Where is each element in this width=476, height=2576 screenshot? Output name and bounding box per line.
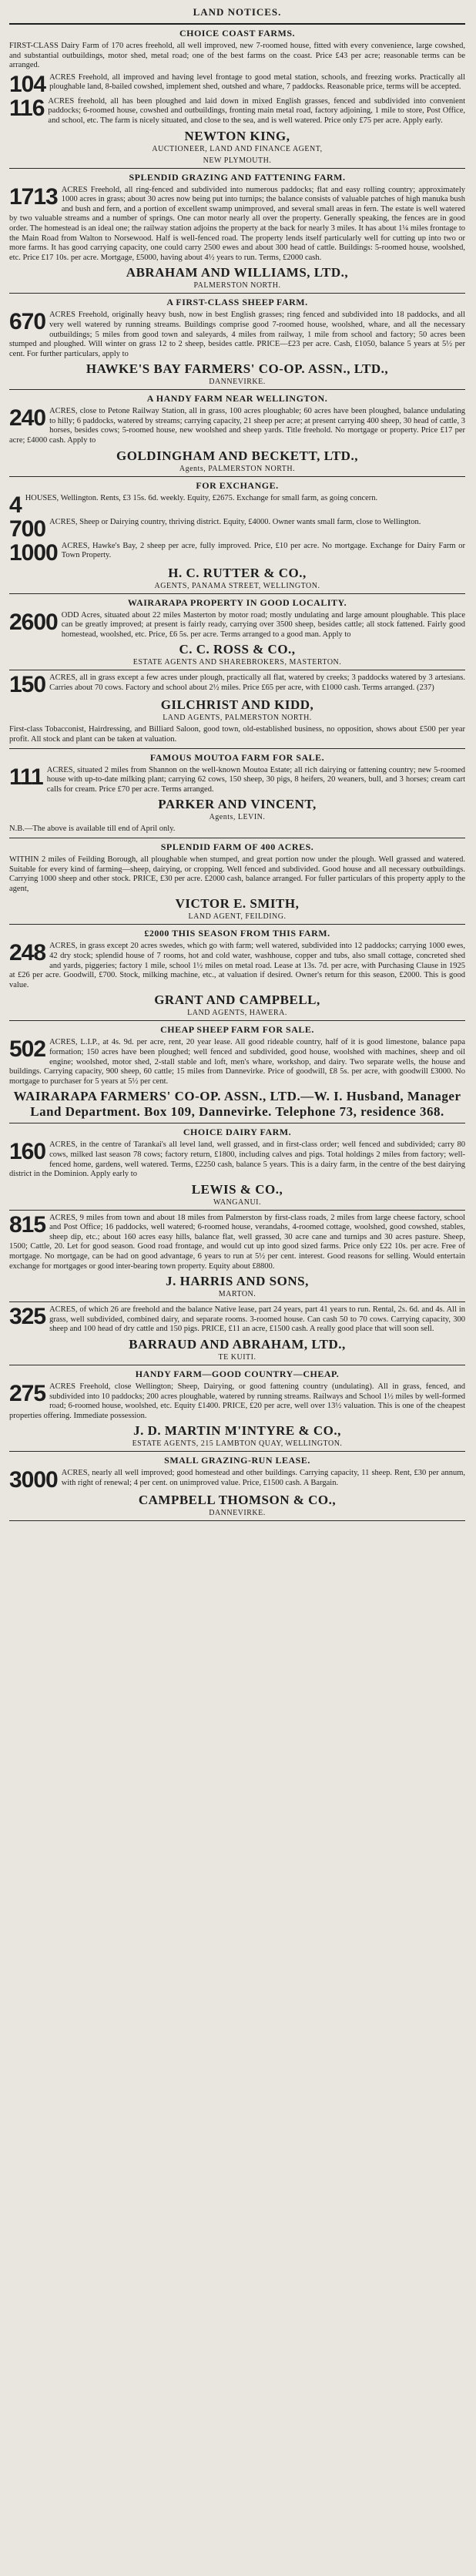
ad-section [9, 928, 465, 1021]
acreage-figure: 325 [9, 1304, 46, 1330]
agent-address: MARTON. [218, 1290, 256, 1299]
ad-text: ACRES, situated 2 miles from Shannon on the well-known Moutoa Estate; all rich dairying or fattening country; new 5-roomed house with up-to-date milking plant; carrying 62 cows, 150 sheep, 30 pigs, 8 heifers, 20 weaners, bull, and 3 horses; cream cart calls for cream. Price £70 per acre. Terms arranged. [46, 765, 465, 794]
section-rule [9, 293, 465, 294]
ad-item [9, 766, 465, 795]
ad-text: ODD Acres, situated about 22 miles Masterton by motor road; mostly undulating and large amount ploughable. This place can be greatly improved; at present is fairly ready, carrying over 3500 sheep, besides cattle; all stock fattened. Fairly good homestead, woolshed, etc. Price, £6 5s. per acre. Terms arranged to a good man. Apply to [61, 610, 465, 639]
ad-item [9, 1467, 465, 1493]
agent-address: LAND AGENT, FEILDING. [188, 912, 287, 922]
agent-name: GOLDINGHAM AND BECKETT, LTD., [116, 448, 358, 463]
section-heading: HANDY FARM—GOOD COUNTRY—CHEAP. [135, 1369, 340, 1380]
agent-name: GRANT AND CAMPBELL, [154, 992, 320, 1008]
ad-item [9, 611, 465, 640]
acreage-figure: 111 [9, 764, 43, 790]
ad-section [9, 393, 465, 476]
section-heading: SMALL GRAZING-RUN LEASE. [164, 1455, 310, 1466]
masthead: LAND NOTICES. [193, 6, 282, 18]
acreage-figure: 502 [9, 1036, 46, 1063]
agent-name: LEWIS & CO., [191, 1181, 283, 1197]
acreage-figure: 815 [9, 1211, 46, 1238]
section-rule [9, 389, 465, 390]
ad-text: ACRES, of which 26 are freehold and the balance Native lease, part 24 years, part 41 years to run. Rental, 2s. 6d. and 4s. All in grass, well subdivided, combined dairy, and separate rooms. 3-roomed house. Can cash 50 to 70 cows. Carrying capacity, 300 sheep and 100 head of dry cattle and 150 pigs. PRICE, £11 an acre, £1500 cash. A really good place that will soon sell. [49, 1305, 465, 1334]
section-heading: CHOICE COAST FARMS. [179, 28, 296, 39]
ad-item [9, 1305, 465, 1335]
ad-item [9, 407, 465, 445]
acreage-figure: 275 [9, 1381, 46, 1407]
ad-text: ACRES, L.I.P., at 4s. 9d. per acre, rent, 20 year lease. All good rideable country, half of it is good limestone, balance papa formation; 150 acres have been ploughed; well fenced and subdivided, good house, woolshed with machines, sheep and oil engine; woolshed, motor shed, 2-stall stable and loft, men's whare, workshop, and dairy. Two separate wells, the house and buildings. Carrying capacity, 900 sheep, 60 cattle; 15 miles from Dannevirke. Price of goodwill, £8 5s. per acre, with goodwill £3000. No mortgage to purchaser for 5 years at 5½ per cent. [9, 1038, 465, 1086]
section-rule [9, 924, 465, 925]
ad-item [9, 1140, 465, 1179]
section-heading: FAMOUS MOUTOA FARM FOR SALE. [149, 751, 325, 763]
acreage-figure: 4 [9, 492, 22, 518]
agent-name: PARKER AND VINCENT, [158, 797, 317, 812]
acreage-figure: 670 [9, 309, 46, 335]
ad-item [9, 1382, 465, 1421]
ad-item [9, 1038, 465, 1086]
ad-section [9, 673, 465, 748]
acreage-figure: 2600 [9, 609, 58, 635]
ad-text: ACRES, 9 miles from town and about 18 miles from Palmerston by first-class roads, 2 miles from large cheese factory, school and Post Office; 16 paddocks, well watered; 6-roomed house, verandahs, 4-roomed cottage, woolshed, good cowshed, stables, sheep dip, etc.; about 160 acres easy hills, balance flat, well grassed, 30 acre cane and turnips and 30 acres pasture. Sheep, 1500; Cattle, 20. Let for good season. Good road frontage, and would cut up into good sized farms. Price only £22 10s. per acre. Free of mortgage. No mortgage, can be had on good advantage, 6 years to run at 5½ per cent. interest. Good reasons for selling. Would entertain exchange for mortgages or good inter-bearing town property. Equity about £8800. [9, 1213, 465, 1271]
acreage-figure: 248 [9, 940, 46, 966]
section-rule [9, 1451, 465, 1452]
ad-section [9, 1369, 465, 1452]
ad-text: ACRES Freehold, close Wellington; Sheep, Dairying, or good fattening country (undulating). All in grass, fenced, and subdivided into 10 paddocks; 200 acres ploughable, watered by running streams. Railways and School 1½ miles by well-formed road; 6-roomed house, woolshed, etc. Equity £1400. PRICE, £20 per acre, well over 13½ valuation. This is one of the cheapest properties offering. Immediate possession. [9, 1382, 465, 1420]
ad-text: ACRES Freehold, all ring-fenced and subdivided into numerous paddocks; flat and easy rolling country; approximately 1000 acres in grass; about 30 acres now being put into turnips; the balance consists of valuable patches of high manuka bush and bush and fern, and a portion of excellent swamp unimproved, and several small areas in fern. The estate is well watered by two valuable streams and a number of springs. One can motor nearly all over the property. Generally speaking, the fences are in good order. The homestead is an ideal one; the railway station adjoins the property at the back for nearly 3 miles. It has about 1¼ miles frontage to the Main Road from Walton to Norsewood. Half is well-fenced road. The property lends itself particularly well for cutting up into two or more farms. It has good carrying capacity, one could carry 2500 ewes and about 300 head of cattle. Buildings: 5-roomed house, woolshed, etc. Price £17 10s. per acre. Mortgage, £5000, having about 4½ years to run. Terms, £2000 cash. [9, 185, 466, 262]
section-heading: A HANDY FARM NEAR WELLINGTON. [146, 393, 328, 405]
acreage-figure: 160 [9, 1139, 46, 1165]
ad-section [9, 1211, 465, 1303]
ad-item [9, 73, 465, 95]
section-heading: £2000 THIS SEASON FROM THIS FARM. [144, 928, 330, 939]
agent-name: ABRAHAM AND WILLIAMS, LTD., [126, 265, 349, 280]
agent-address: DANNEVIRKE. [209, 378, 266, 387]
agent-name: CAMPBELL THOMSON & CO., [138, 1493, 337, 1508]
ad-section [9, 480, 465, 594]
ad-item [9, 183, 466, 264]
ad-section [9, 297, 465, 390]
agent-address: ESTATE AGENTS AND SHAREBROKERS, MASTERTON. [132, 658, 342, 667]
section-rule [9, 1020, 465, 1021]
agent-name: J. HARRIS AND SONS, [166, 1274, 309, 1289]
ad-text: ACRES, nearly all well improved; good homestead and other buildings. Carrying capacity, 11 sheep. Rent, £30 per annum, with right of renewal; 4 per cent. on unimproved value. Price, £1500 cash. A Bargain. [61, 1469, 465, 1487]
ad-item [9, 539, 465, 566]
ad-item [9, 942, 465, 990]
agent-name: HAWKE'S BAY FARMERS' CO-OP. ASSN., LTD., [85, 361, 389, 377]
agent-address: Agents, PALMERSTON NORTH. [179, 464, 296, 473]
ad-item [9, 494, 465, 516]
section-heading: CHEAP SHEEP FARM FOR SALE. [160, 1024, 314, 1036]
ad-section [9, 841, 465, 925]
agent-name: C. C. ROSS & CO., [179, 642, 296, 657]
acreage-figure: 3000 [9, 1467, 58, 1493]
ad-item [9, 672, 465, 698]
agent-name: VICTOR E. SMITH, [175, 896, 300, 912]
ad-item [9, 97, 465, 126]
section-rule [9, 1520, 465, 1521]
section-heading: WAIRARAPA PROPERTY IN GOOD LOCALITY. [127, 596, 347, 608]
acreage-figure: 1713 [9, 183, 58, 210]
agent-name: GILCHRIST AND KIDD, [160, 697, 314, 713]
acreage-figure: 116 [9, 95, 45, 121]
section-heading: SPLENDID FARM OF 400 ACRES. [160, 841, 314, 852]
agent-address: AGENTS, PANAMA STREET, WELLINGTON. [154, 581, 320, 590]
ad-text: FIRST-CLASS Dairy Farm of 170 acres freehold, all well improved, new 7-roomed house, fitted with every convenience, large cowshed, and substantial outbuildings, motor shed, metal road; one of the best farms on the coast. Price £43 per acre; reasonable terms can be arranged. [9, 42, 465, 70]
section-rule [9, 593, 465, 594]
ad-text: ACRES Freehold, originally heavy bush, now in best English grasses; ring fenced and subdivided into 18 paddocks, and all very well watered by running streams. Buildings comprise good 7-roomed house, woolshed, whare, and all the necessary outbuildings; 5 miles from good town and saleyards, 4 miles from railway, 1 mile from school and factory; 50 acres been stumped and ploughed. Will winter on grass 12 to 2 sheep, besides cattle. PRICE—£23 per acre. Cash, £1050, balance 5 years at 5½ per cent. For further particulars, apply to [9, 311, 465, 358]
section-rule [9, 476, 465, 477]
ad-note: N.B.—The above is available till end of April only. [9, 825, 176, 834]
section-rule [9, 1301, 465, 1302]
ad-text: WITHIN 2 miles of Feilding Borough, all ploughable when stumped, and great portion now under the plough. Well grassed and watered. Suitable for every kind of farming—sheep, dairying, or cropping. Well fenced and subdivided. Good house and all necessary outbuildings. Carrying 1000 sheep and other stock. PRICE, £30 per acre. £2000 cash, balance arranged. For fuller particulars of this property apply to the agent, [9, 855, 465, 893]
ad-text: ACRES Freehold, all improved and having level frontage to good metal station, schools, and freezing works. Practically all ploughable land, 8-bailed cowshed, implement shed, outshed and whare, 7 paddocks. Reasonable price, terms will be accepted. [49, 72, 465, 92]
ad-item [9, 1211, 465, 1272]
acreage-figure: 700 [9, 516, 46, 542]
newspaper-page [8, 0, 468, 2576]
ad-item [9, 516, 465, 542]
ad-section [9, 752, 465, 838]
agent-address: LAND AGENTS, HAWERA. [187, 1009, 287, 1018]
agent-place: NEW PLYMOUTH. [203, 156, 272, 165]
ad-item [9, 42, 465, 71]
agent-address: TE KUITI. [218, 1353, 256, 1362]
ad-note: First-class Tobacconist, Hairdressing, and Billiard Saloon, good town, old-established business, no opposition, shows about £500 per year profit. All stock and plant can be taken at valuation. [9, 725, 465, 744]
sections [9, 28, 465, 1521]
masthead-rule [9, 23, 465, 25]
ad-section [9, 172, 465, 294]
section-heading: SPLENDID GRAZING AND FATTENING FARM. [129, 171, 346, 183]
section-heading: A FIRST-CLASS SHEEP FARM. [166, 297, 308, 308]
ad-text: ACRES, in grass except 20 acres swedes, which go with farm; well watered, subdivided into 12 paddocks; carrying 1000 ewes, 42 dry stock; splendid house of 7 rooms, hot and cold water, washhouse, copper and tubs, also small cottage, concreted shed and yards, piggeries; factory 1 mile, school 1½ miles on metal road. Lease at 13s. 7d. per acre, with Purchasing Clause in 1925 at £26 per acre. Goodwill, £700. Stock, milking machine, etc., at valuation if desired. Owner's return for this season, £2000. This is good value. [9, 942, 465, 989]
ad-text: ACRES, close to Petone Railway Station, all in grass, 100 acres ploughable; 60 acres have been ploughed, balance undulating to hilly; 6 paddocks, watered by streams; carrying capacity, 21 sheep per acre; at present carrying 400 sheep, 30 head of cattle, 3 horses, besides cows; 5-roomed house, new woolshed and sheep yards. Title freehold. No mortgage or property. Price £17 per acre; £4000 cash. Apply to [9, 407, 465, 445]
acreage-figure: 104 [9, 71, 46, 97]
agent-name: NEWTON KING, [184, 128, 290, 143]
agent-address: ESTATE AGENTS, 215 LAMBTON QUAY, WELLINGTON. [132, 1439, 343, 1449]
agent-address: DANNEVIRKE. [209, 1509, 266, 1518]
agent-name: BARRAUD AND ABRAHAM, LTD., [129, 1337, 346, 1352]
ad-text: ACRES, Hawke's Bay, 2 sheep per acre, fully improved. Price, £10 per acre. No mortgage. Exchange for Dairy Farm or Town Property. [61, 541, 465, 560]
ad-text: HOUSES, Wellington. Rents, £3 15s. 6d. weekly. Equity, £2675. Exchange for small farm, as going concern. [25, 493, 378, 502]
agent-name: H. C. RUTTER & CO., [168, 565, 307, 580]
ad-section [9, 1305, 465, 1365]
section-rule [9, 748, 465, 749]
agent-name: J. D. MARTIN M'INTYRE & CO., [133, 1423, 341, 1439]
agent-name: WAIRARAPA FARMERS' CO-OP. ASSN., LTD.—W. I. Husband, Manager Land Department. Box 109, Dannevirke. Telephone 73, residence 368. [13, 1089, 461, 1120]
section-heading: FOR EXCHANGE. [196, 479, 279, 491]
ad-section [9, 1127, 465, 1210]
ad-text: ACRES, all in grass except a few acres under plough, practically all flat, watered by creeks; 3 paddocks watered by 3 artesians. Carries about 70 cows. Factory and school about 2½ miles. Price £65 per acre, with £1000 cash. Terms arranged. (237) [49, 673, 465, 693]
ad-text: ACRES freehold, all has been ploughed and laid down in mixed English grasses, fenced and subdivided into convenient paddocks; 6-roomed house, cowshed and outbuildings, fronting main metal road, factory adjoining, 1 mile to store, Post Office, and school, etc. The farm is nicely situated, and close to the sea, and is well watered. Price only £75 per acre. Apply early. [48, 96, 465, 125]
ad-text: ACRES, Sheep or Dairying country, thriving district. Equity, £4000. Owner wants small farm, close to Wellington. [49, 517, 421, 526]
ad-section [9, 1455, 465, 1521]
agent-address: Agents, LEVIN. [209, 813, 266, 822]
ad-section [9, 28, 465, 169]
agent-address: PALMERSTON NORTH. [193, 281, 281, 291]
agent-address: WANGANUI. [213, 1197, 261, 1207]
acreage-figure: 150 [9, 672, 46, 698]
agent-address: LAND AGENTS, PALMERSTON NORTH. [163, 714, 312, 723]
ad-text: ACRES, in the centre of Tarankai's all level land, well grassed, and in first-class order; well fenced and subdivided; carry 80 cows, milked last season 78 cows; factory return, £1800, including calves and pigs. Total holdings 2 miles from factory; well-fenced home, gardens, well watered. Terms, £2250 cash, balance 5 years. This is a dairy farm, in the centre of the best dairying district in the Dominion. Apply early to [9, 1140, 465, 1179]
agent-address: AUCTIONEER, LAND AND FINANCE AGENT, [152, 144, 323, 153]
ad-item [9, 311, 465, 359]
section-rule [9, 168, 465, 169]
section-rule [9, 1210, 465, 1211]
acreage-figure: 1000 [9, 539, 58, 566]
ad-section [9, 597, 465, 671]
ad-section [9, 1024, 465, 1123]
section-heading: CHOICE DAIRY FARM. [183, 1127, 292, 1138]
acreage-figure: 240 [9, 405, 46, 432]
ad-item [9, 855, 465, 894]
